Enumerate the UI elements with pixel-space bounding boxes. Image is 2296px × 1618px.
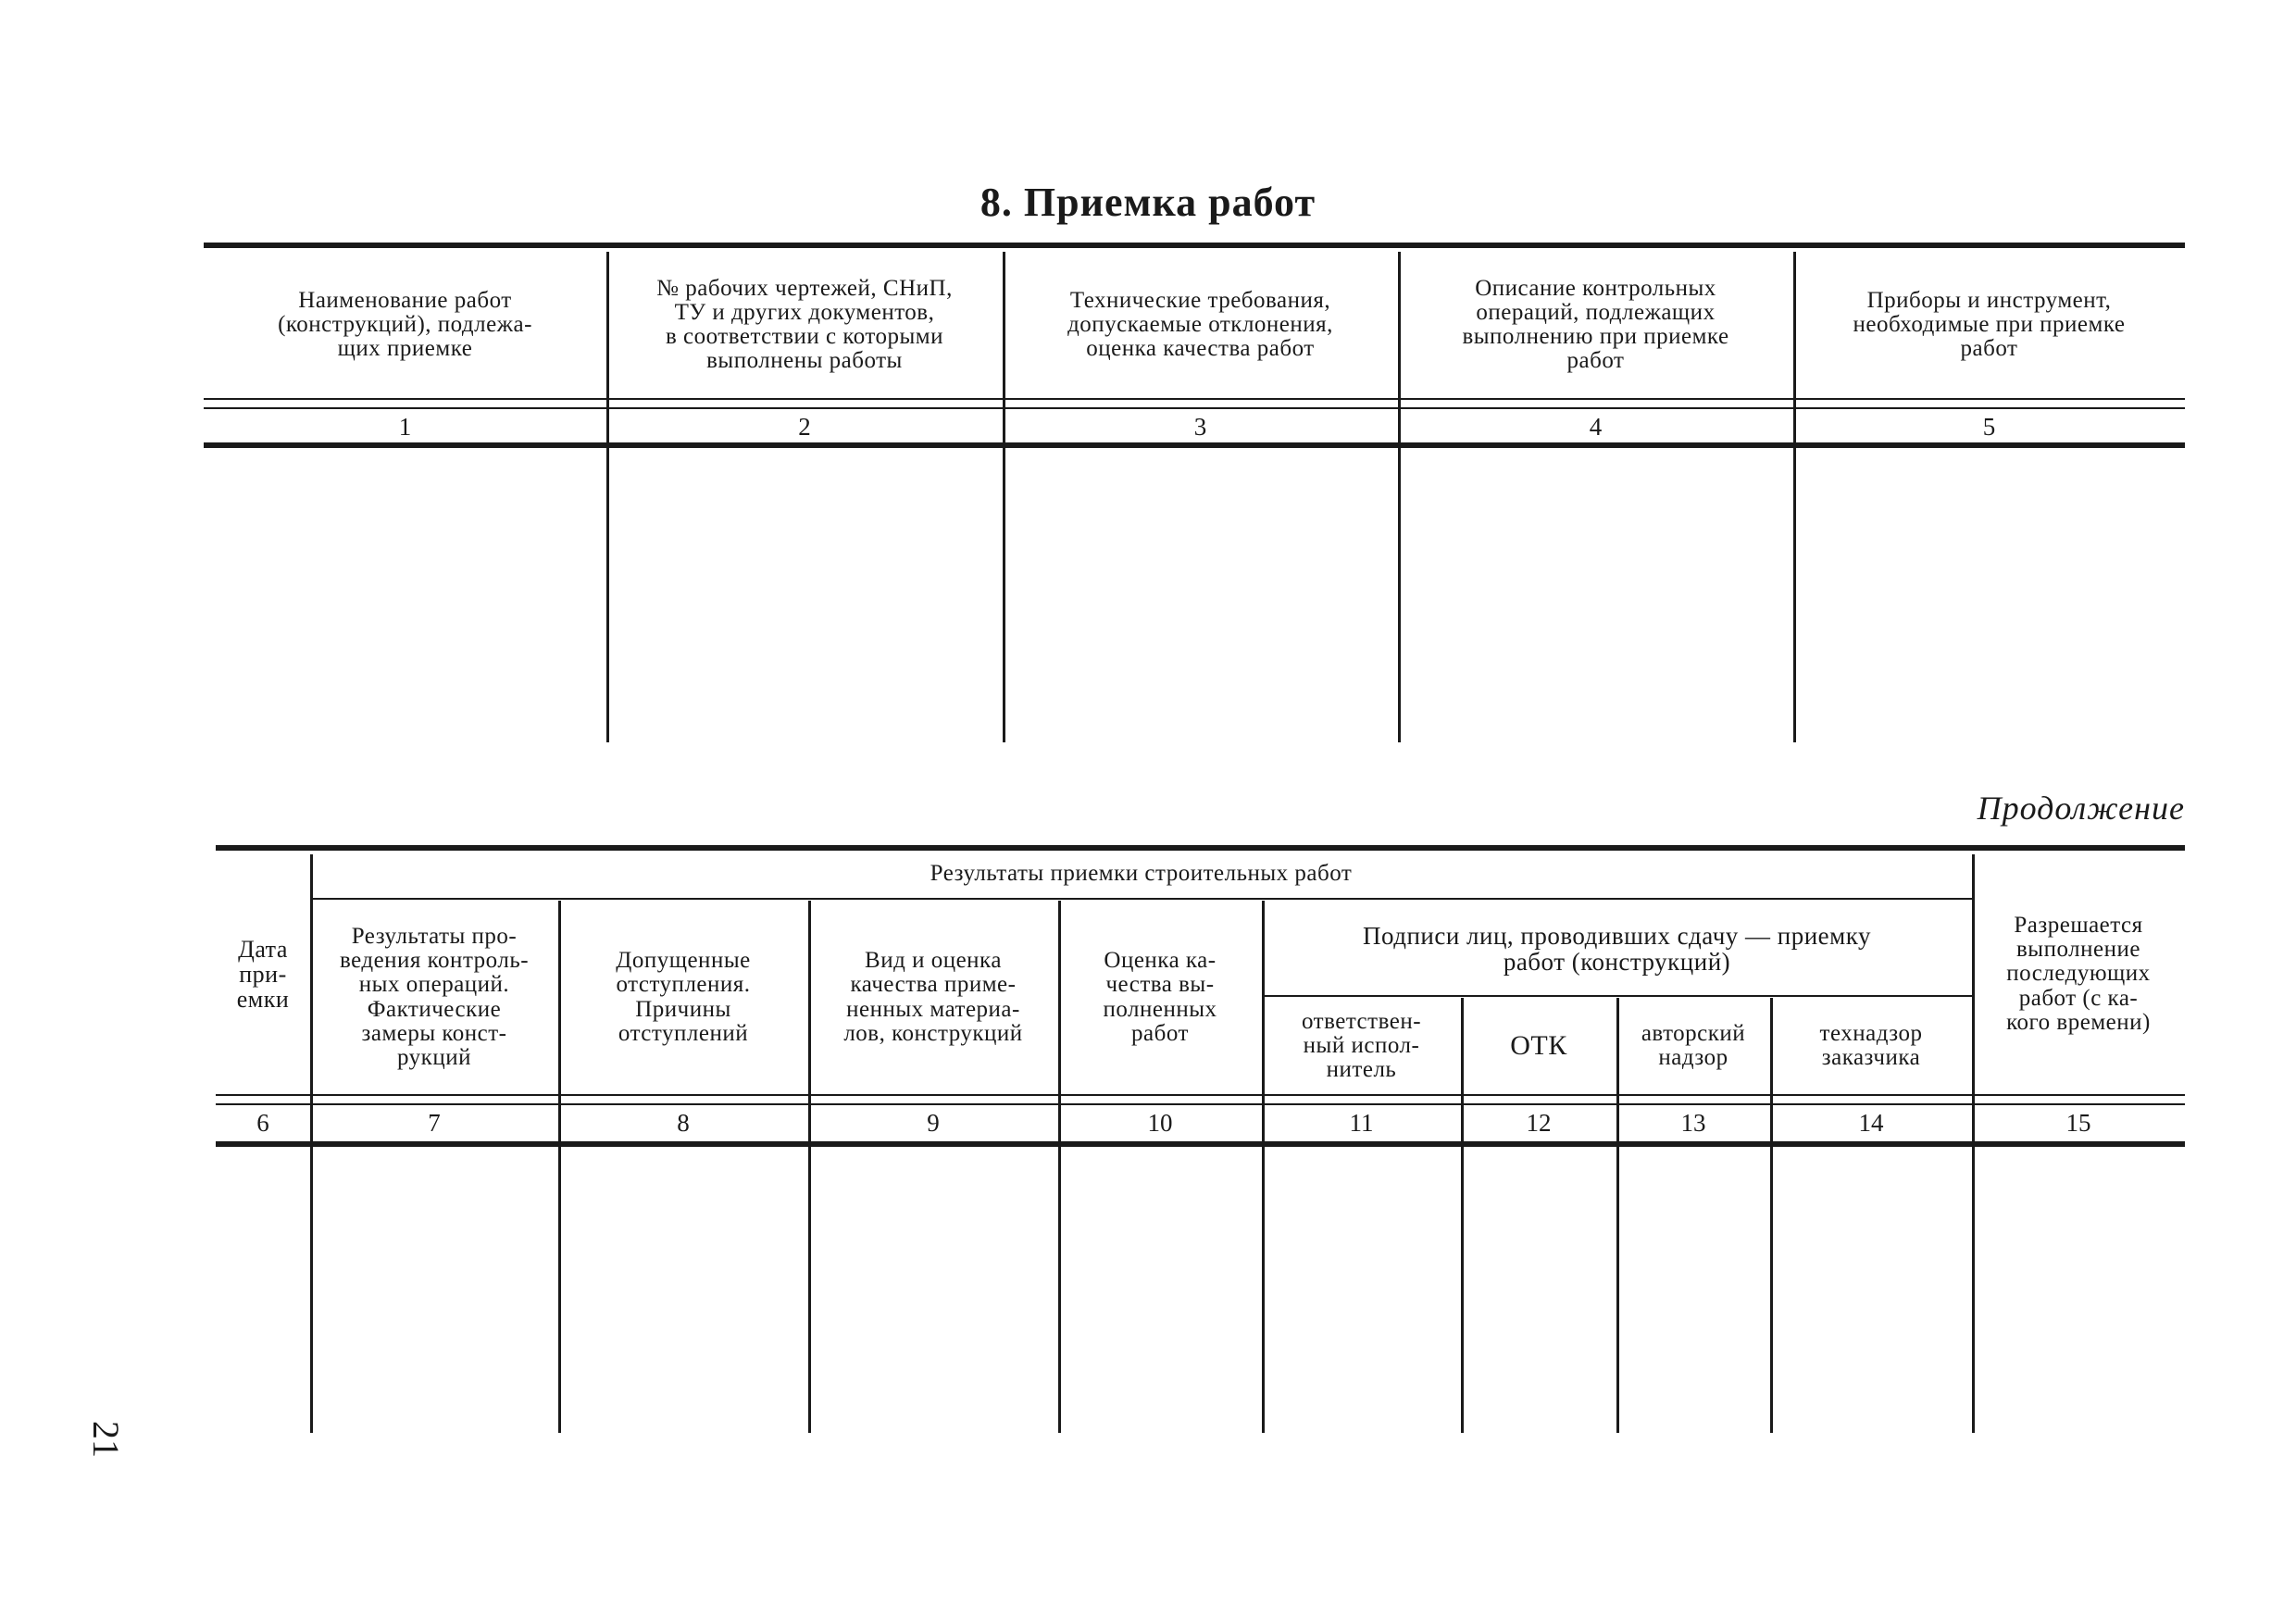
header-group-signatures: Подписи лиц, проводивших сдачу — приемку работ (конструкций) [1363,921,1871,976]
header-instruments: Приборы и инструмент, необходимые при приемке работ [1853,287,2126,362]
header-operations: Описание контрольных операций, подлежащих выполнению при приемке работ [1462,275,1729,374]
col-number: 7 [428,1109,441,1137]
header-work-name: Наименование работ (конструкций), подлежа- щих приемке [278,287,532,362]
header-permission: Разрешается выполнение последующих работ (с ка- кого времени) [2006,912,2151,1035]
header-deviations: Допущенные отступления. Причины отступлений [616,948,751,1046]
header-materials: Вид и оценка качества приме- ненных материа- лов, конструкций [843,948,1023,1046]
col-number: 1 [398,413,412,441]
header-quality: Оценка ка- чества вы- полненных работ [1103,948,1217,1046]
header-customer-supervision: технадзор заказчика [1819,1020,1923,1070]
col-number: 13 [1680,1109,1706,1137]
col-number: 9 [927,1109,940,1137]
col-number: 11 [1349,1109,1374,1137]
header-control-results: Результаты про- ведения контроль- ных операций. Фактические замеры конст- рукций [339,923,530,1070]
continuation-label: Продолжение [1977,790,2185,827]
header-requirements: Технические требования, допускаемые отклонения, оценка качества работ [1067,287,1333,362]
header-otk: ОТК [1510,1030,1567,1062]
col-number: 3 [1193,413,1207,441]
col-number: 6 [256,1109,269,1137]
header-responsible: ответствен- ный испол- нитель [1301,1008,1422,1083]
col-number: 5 [1982,413,1996,441]
header-group-results: Результаты приемки строительных работ [930,860,1353,886]
col-number: 15 [2065,1109,2091,1137]
col-number: 14 [1858,1109,1884,1137]
header-date: Дата при- емки [236,935,290,1014]
col-number: 10 [1147,1109,1173,1137]
col-number: 2 [798,413,811,441]
page-title: 8. Приемка работ [980,180,1316,225]
page-number: 21 [85,1421,127,1458]
col-number: 12 [1526,1109,1552,1137]
header-author-supervision: авторский надзор [1641,1020,1746,1070]
col-number: 8 [677,1109,690,1137]
col-number: 4 [1589,413,1603,441]
header-drawings: № рабочих чертежей, СНиП, ТУ и других документов, в соответствии с которыми выполнены работы [656,275,953,374]
